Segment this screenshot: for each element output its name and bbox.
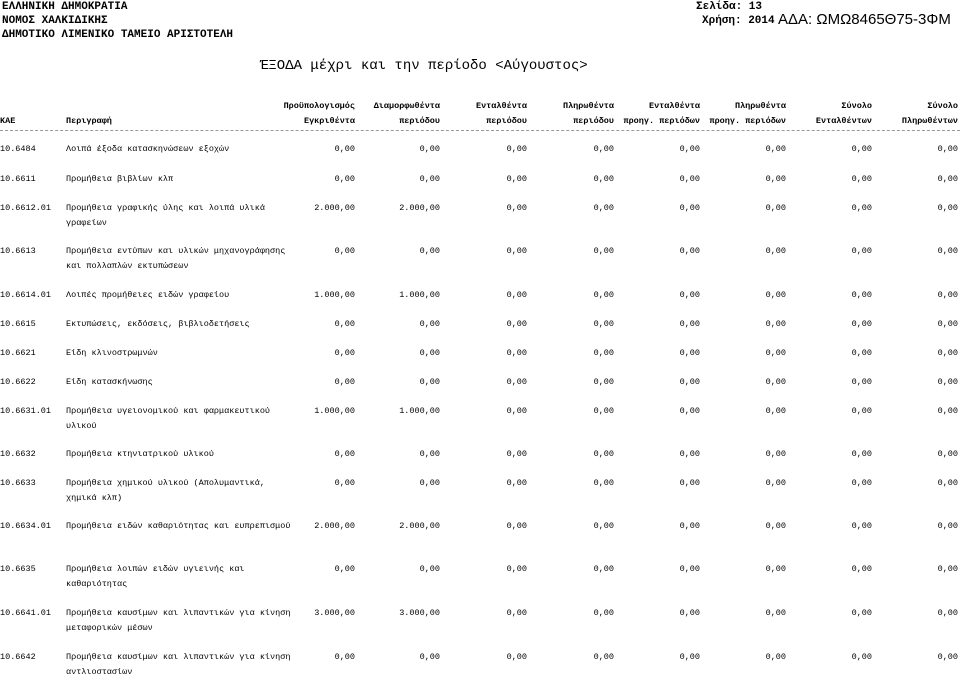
amount-budget: 1.000,00 xyxy=(314,406,355,416)
amount-budget: 0,00 xyxy=(334,246,355,256)
kae-code: 10.6631.01 xyxy=(0,406,52,416)
amount-total-commit: 0,00 xyxy=(851,290,872,300)
column-header: Ενταλθέντα xyxy=(475,101,527,111)
org-line: ΕΛΛΗΝΙΚΗ ΔΗΜΟΚΡΑΤΙΑ xyxy=(2,1,128,13)
amount-commit: 0,00 xyxy=(506,608,527,618)
kae-code: 10.6635 xyxy=(0,564,36,574)
amount-commit-prev: 0,00 xyxy=(679,521,700,531)
column-header: προηγ. περιόδων xyxy=(623,116,700,126)
amount-commit-prev: 0,00 xyxy=(679,377,700,387)
amount-commit-prev: 0,00 xyxy=(679,449,700,459)
amount-total-paid: 0,00 xyxy=(937,290,958,300)
organization-header xyxy=(2,0,233,42)
row-description: Προμήθεια υγειονομικού και φαρμακευτικού υλικού xyxy=(66,406,271,431)
column-header: ΚΑΕ xyxy=(0,116,16,126)
amount-paid-prev: 0,00 xyxy=(765,377,786,387)
amount-paid: 0,00 xyxy=(593,319,614,329)
amount-paid: 0,00 xyxy=(593,449,614,459)
amount-commit-prev: 0,00 xyxy=(679,144,700,154)
amount-commit-prev: 0,00 xyxy=(679,174,700,184)
amount-paid-prev: 0,00 xyxy=(765,174,786,184)
amount-shaped: 1.000,00 xyxy=(399,290,440,300)
amount-total-commit: 0,00 xyxy=(851,449,872,459)
row-description: Προμήθεια ειδών καθαριότητας και ευπρεπισμού xyxy=(66,521,291,531)
amount-commit: 0,00 xyxy=(506,348,527,358)
amount-budget: 2.000,00 xyxy=(314,203,355,213)
row-description: Προμήθεια καυσίμων και λιπαντικών για κίνηση αντλιοστασίων xyxy=(66,652,291,677)
amount-shaped: 0,00 xyxy=(419,319,440,329)
kae-code: 10.6642 xyxy=(0,652,36,662)
row-description: Προμήθεια χημικού υλικού (Απολυμαντικά, χημικά κλπ) xyxy=(66,478,265,503)
org-line: ΔΗΜΟΤΙΚΟ ΛΙΜΕΝΙΚΟ ΤΑΜΕΙΟ ΑΡΙΣΤΟΤΕΛΗ xyxy=(2,29,234,41)
amount-paid: 0,00 xyxy=(593,348,614,358)
amount-commit-prev: 0,00 xyxy=(679,406,700,416)
amount-paid-prev: 0,00 xyxy=(765,246,786,256)
column-header: Ενταλθέντα xyxy=(648,101,700,111)
column-header: Σύνολο xyxy=(841,101,872,111)
amount-total-paid: 0,00 xyxy=(937,319,958,329)
amount-paid: 0,00 xyxy=(593,246,614,256)
amount-shaped: 0,00 xyxy=(419,174,440,184)
amount-budget: 0,00 xyxy=(334,652,355,662)
amount-budget: 2.000,00 xyxy=(314,521,355,531)
row-description: Προμήθεια βιβλίων κλπ xyxy=(66,174,174,184)
amount-paid: 0,00 xyxy=(593,652,614,662)
amount-shaped: 0,00 xyxy=(419,348,440,358)
row-description: Προμήθεια εντύπων και υλικών μηχανογράφησης και πολλαπλών εκτυπώσεων xyxy=(66,246,286,271)
amount-shaped: 0,00 xyxy=(419,377,440,387)
amount-commit: 0,00 xyxy=(506,246,527,256)
column-header: Πληρωθέντα xyxy=(562,101,614,111)
amount-paid-prev: 0,00 xyxy=(765,521,786,531)
amount-commit: 0,00 xyxy=(506,652,527,662)
amount-paid-prev: 0,00 xyxy=(765,203,786,213)
amount-budget: 0,00 xyxy=(334,564,355,574)
amount-budget: 0,00 xyxy=(334,174,355,184)
amount-total-commit: 0,00 xyxy=(851,203,872,213)
row-description: Προμήθεια γραφικής ύλης και λοιπά υλικά γραφείων xyxy=(66,203,265,228)
amount-commit: 0,00 xyxy=(506,203,527,213)
amount-total-paid: 0,00 xyxy=(937,564,958,574)
row-description: Είδη κατασκήνωσης xyxy=(66,377,153,387)
amount-total-paid: 0,00 xyxy=(937,348,958,358)
amount-commit-prev: 0,00 xyxy=(679,319,700,329)
fiscal-year: Χρήση: 2014 xyxy=(702,15,775,27)
amount-commit-prev: 0,00 xyxy=(679,564,700,574)
column-header: Διαμορφωθέντα xyxy=(373,101,440,111)
amount-total-commit: 0,00 xyxy=(851,521,872,531)
amount-paid: 0,00 xyxy=(593,521,614,531)
row-description: Λοιπά έξοδα κατασκηνώσεων εξοχών xyxy=(66,144,230,154)
column-header: Εγκριθέντα xyxy=(303,116,355,126)
amount-commit-prev: 0,00 xyxy=(679,348,700,358)
amount-commit: 0,00 xyxy=(506,406,527,416)
amount-paid-prev: 0,00 xyxy=(765,478,786,488)
amount-commit: 0,00 xyxy=(506,319,527,329)
amount-total-paid: 0,00 xyxy=(937,406,958,416)
amount-total-commit: 0,00 xyxy=(851,608,872,618)
amount-paid-prev: 0,00 xyxy=(765,290,786,300)
amount-paid: 0,00 xyxy=(593,564,614,574)
kae-code: 10.6484 xyxy=(0,144,36,154)
amount-total-paid: 0,00 xyxy=(937,144,958,154)
amount-commit-prev: 0,00 xyxy=(679,652,700,662)
row-description: Προμήθεια λοιπών ειδών υγιεινής και καθαριότητας xyxy=(66,564,245,589)
page-info xyxy=(626,0,951,28)
row-description: Εκτυπώσεις, εκδόσεις, βιβλιοδετήσεις xyxy=(66,319,250,329)
amount-total-paid: 0,00 xyxy=(937,652,958,662)
ada-stamp: ΑΔΑ: ΩΜΩ8465Θ75-3ΦΜ xyxy=(778,11,951,28)
column-header: Προϋπολογισμός xyxy=(283,101,355,111)
amount-total-paid: 0,00 xyxy=(937,449,958,459)
amount-shaped: 0,00 xyxy=(419,564,440,574)
column-header: Σύνολο xyxy=(927,101,958,111)
amount-commit: 0,00 xyxy=(506,290,527,300)
amount-commit: 0,00 xyxy=(506,449,527,459)
column-header: Πληρωθέντων xyxy=(901,116,958,126)
amount-total-commit: 0,00 xyxy=(851,652,872,662)
kae-code: 10.6615 xyxy=(0,319,36,329)
amount-paid-prev: 0,00 xyxy=(765,348,786,358)
page-number: Σελίδα: 13 xyxy=(696,1,763,13)
kae-code: 10.6612.01 xyxy=(0,203,52,213)
amount-budget: 0,00 xyxy=(334,144,355,154)
amount-budget: 0,00 xyxy=(334,449,355,459)
amount-total-commit: 0,00 xyxy=(851,406,872,416)
amount-commit: 0,00 xyxy=(506,478,527,488)
amount-total-commit: 0,00 xyxy=(851,246,872,256)
amount-paid-prev: 0,00 xyxy=(765,319,786,329)
column-header: Ενταλθέντων xyxy=(815,116,872,126)
amount-shaped: 0,00 xyxy=(419,246,440,256)
amount-commit: 0,00 xyxy=(506,174,527,184)
amount-paid: 0,00 xyxy=(593,290,614,300)
amount-budget: 0,00 xyxy=(334,377,355,387)
column-header: προηγ. περιόδων xyxy=(709,116,786,126)
amount-paid-prev: 0,00 xyxy=(765,564,786,574)
amount-commit: 0,00 xyxy=(506,144,527,154)
amount-total-paid: 0,00 xyxy=(937,521,958,531)
amount-paid-prev: 0,00 xyxy=(765,652,786,662)
column-header: περιόδου xyxy=(573,116,614,126)
amount-commit-prev: 0,00 xyxy=(679,290,700,300)
amount-paid: 0,00 xyxy=(593,174,614,184)
amount-paid: 0,00 xyxy=(593,406,614,416)
amount-commit-prev: 0,00 xyxy=(679,608,700,618)
amount-paid-prev: 0,00 xyxy=(765,406,786,416)
amount-shaped: 0,00 xyxy=(419,652,440,662)
amount-paid: 0,00 xyxy=(593,377,614,387)
amount-commit: 0,00 xyxy=(506,521,527,531)
page-title: ΈΞΟΔΑ μέχρι και την περίοδο <Αύγουστος> xyxy=(260,58,588,74)
kae-code: 10.6622 xyxy=(0,377,36,387)
amount-paid: 0,00 xyxy=(593,608,614,618)
amount-shaped: 0,00 xyxy=(419,478,440,488)
kae-code: 10.6632 xyxy=(0,449,36,459)
amount-shaped: 2.000,00 xyxy=(399,521,440,531)
amount-total-commit: 0,00 xyxy=(851,564,872,574)
row-description: Είδη κλινοστρωμνών xyxy=(66,348,158,358)
amount-commit: 0,00 xyxy=(506,564,527,574)
amount-budget: 3.000,00 xyxy=(314,608,355,618)
header-divider xyxy=(0,130,960,131)
amount-paid: 0,00 xyxy=(593,478,614,488)
amount-paid-prev: 0,00 xyxy=(765,144,786,154)
amount-budget: 0,00 xyxy=(334,478,355,488)
kae-code: 10.6633 xyxy=(0,478,36,488)
amount-shaped: 0,00 xyxy=(419,449,440,459)
row-description: Προμήθεια καυσίμων και λιπαντικών για κίνηση μεταφορικών μέσων xyxy=(66,608,291,633)
amount-total-commit: 0,00 xyxy=(851,319,872,329)
amount-commit-prev: 0,00 xyxy=(679,478,700,488)
amount-shaped: 1.000,00 xyxy=(399,406,440,416)
amount-commit: 0,00 xyxy=(506,377,527,387)
amount-paid: 0,00 xyxy=(593,203,614,213)
amount-budget: 1.000,00 xyxy=(314,290,355,300)
amount-total-paid: 0,00 xyxy=(937,608,958,618)
row-description: Προμήθεια κτηνιατρικού υλικού xyxy=(66,449,214,459)
amount-total-paid: 0,00 xyxy=(937,203,958,213)
kae-code: 10.6614.01 xyxy=(0,290,52,300)
amount-total-paid: 0,00 xyxy=(937,478,958,488)
amount-shaped: 3.000,00 xyxy=(399,608,440,618)
kae-code: 10.6641.01 xyxy=(0,608,52,618)
amount-commit-prev: 0,00 xyxy=(679,203,700,213)
row-description: Λοιπές προμήθειες ειδών γραφείου xyxy=(66,290,230,300)
amount-paid-prev: 0,00 xyxy=(765,449,786,459)
column-header: περιόδου xyxy=(399,116,440,126)
amount-total-commit: 0,00 xyxy=(851,174,872,184)
amount-total-paid: 0,00 xyxy=(937,246,958,256)
kae-code: 10.6613 xyxy=(0,246,36,256)
column-header: Πληρωθέντα xyxy=(734,101,786,111)
amount-paid: 0,00 xyxy=(593,144,614,154)
column-header: περιόδου xyxy=(486,116,527,126)
column-header: Περιγραφή xyxy=(66,116,112,126)
amount-total-paid: 0,00 xyxy=(937,174,958,184)
amount-commit-prev: 0,00 xyxy=(679,246,700,256)
kae-code: 10.6611 xyxy=(0,174,36,184)
amount-total-commit: 0,00 xyxy=(851,377,872,387)
amount-shaped: 2.000,00 xyxy=(399,203,440,213)
amount-total-commit: 0,00 xyxy=(851,144,872,154)
amount-paid-prev: 0,00 xyxy=(765,608,786,618)
amount-total-commit: 0,00 xyxy=(851,348,872,358)
amount-total-paid: 0,00 xyxy=(937,377,958,387)
amount-total-commit: 0,00 xyxy=(851,478,872,488)
amount-shaped: 0,00 xyxy=(419,144,440,154)
org-line: ΝΟΜΟΣ ΧΑΛΚΙΔΙΚΗΣ xyxy=(2,15,108,27)
kae-code: 10.6621 xyxy=(0,348,36,358)
amount-budget: 0,00 xyxy=(334,319,355,329)
kae-code: 10.6634.01 xyxy=(0,521,52,531)
amount-budget: 0,00 xyxy=(334,348,355,358)
